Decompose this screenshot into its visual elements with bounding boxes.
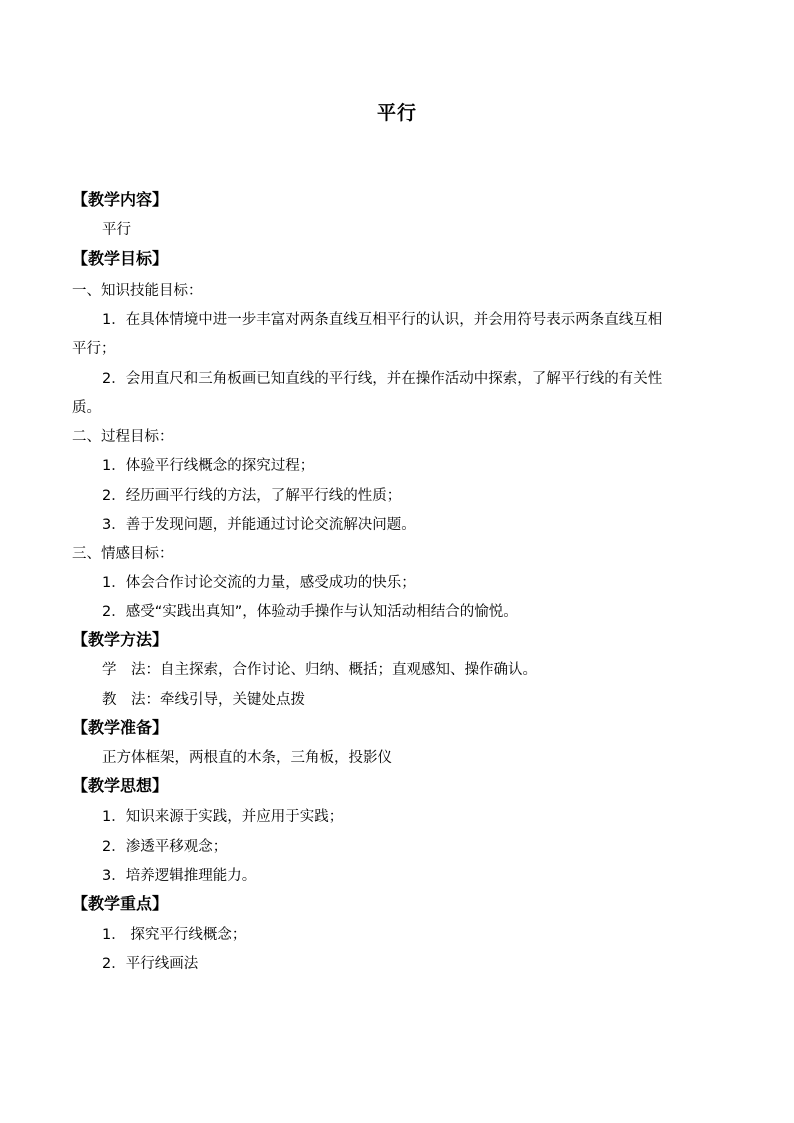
- list-item: 3．善于发现问题，并能通过讨论交流解决问题。: [102, 517, 416, 533]
- list-item: 2．经历画平行线的方法，了解平行线的性质；: [102, 488, 402, 504]
- list-item: 1．在具体情境中进一步丰富对两条直线互相平行的认识，并会用符号表示两条直线互相: [102, 312, 663, 328]
- list-item: 学 法：自主探索，合作讨论、归纳、概括；直观感知、操作确认。: [102, 662, 537, 678]
- goals-emotion-label: 三、情感目标：: [72, 546, 174, 562]
- list-item: 2．平行线画法: [102, 956, 199, 972]
- list-item: 2．渗透平移观念；: [102, 839, 228, 855]
- content-text: 平行: [102, 222, 131, 238]
- preparation-text: 正方体框架，两根直的木条，三角板，投影仪: [102, 750, 392, 766]
- section-heading-goals: 【教学目标】: [72, 249, 169, 268]
- list-item: 1．体会合作讨论交流的力量，感受成功的快乐；: [102, 575, 416, 591]
- list-item: 3．培养逻辑推理能力。: [102, 868, 257, 884]
- section-heading-preparation: 【教学准备】: [72, 718, 169, 737]
- list-item: 2．会用直尺和三角板画已知直线的平行线，并在操作活动中探索，了解平行线的有关性: [102, 371, 663, 387]
- section-heading-key-points: 【教学重点】: [72, 894, 169, 913]
- page-title: 平行: [376, 102, 417, 124]
- list-item: 1． 探究平行线概念；: [102, 927, 247, 943]
- goals-knowledge-label: 一、知识技能目标：: [72, 283, 203, 299]
- list-item: 2．感受“实践出真知”，体验动手操作与认知活动相结合的愉悦。: [102, 604, 518, 620]
- list-item: 教 法：牵线引导，关键处点拨: [102, 692, 305, 708]
- list-item: 1．知识来源于实践，并应用于实践；: [102, 809, 344, 825]
- list-item: 质。: [72, 400, 101, 416]
- list-item: 1．体验平行线概念的探究过程；: [102, 458, 315, 474]
- section-heading-methods: 【教学方法】: [72, 630, 169, 649]
- goals-process-label: 二、过程目标：: [72, 429, 174, 445]
- section-heading-thinking: 【教学思想】: [72, 776, 169, 795]
- list-item: 平行；: [72, 341, 116, 357]
- section-heading-content: 【教学内容】: [72, 190, 169, 209]
